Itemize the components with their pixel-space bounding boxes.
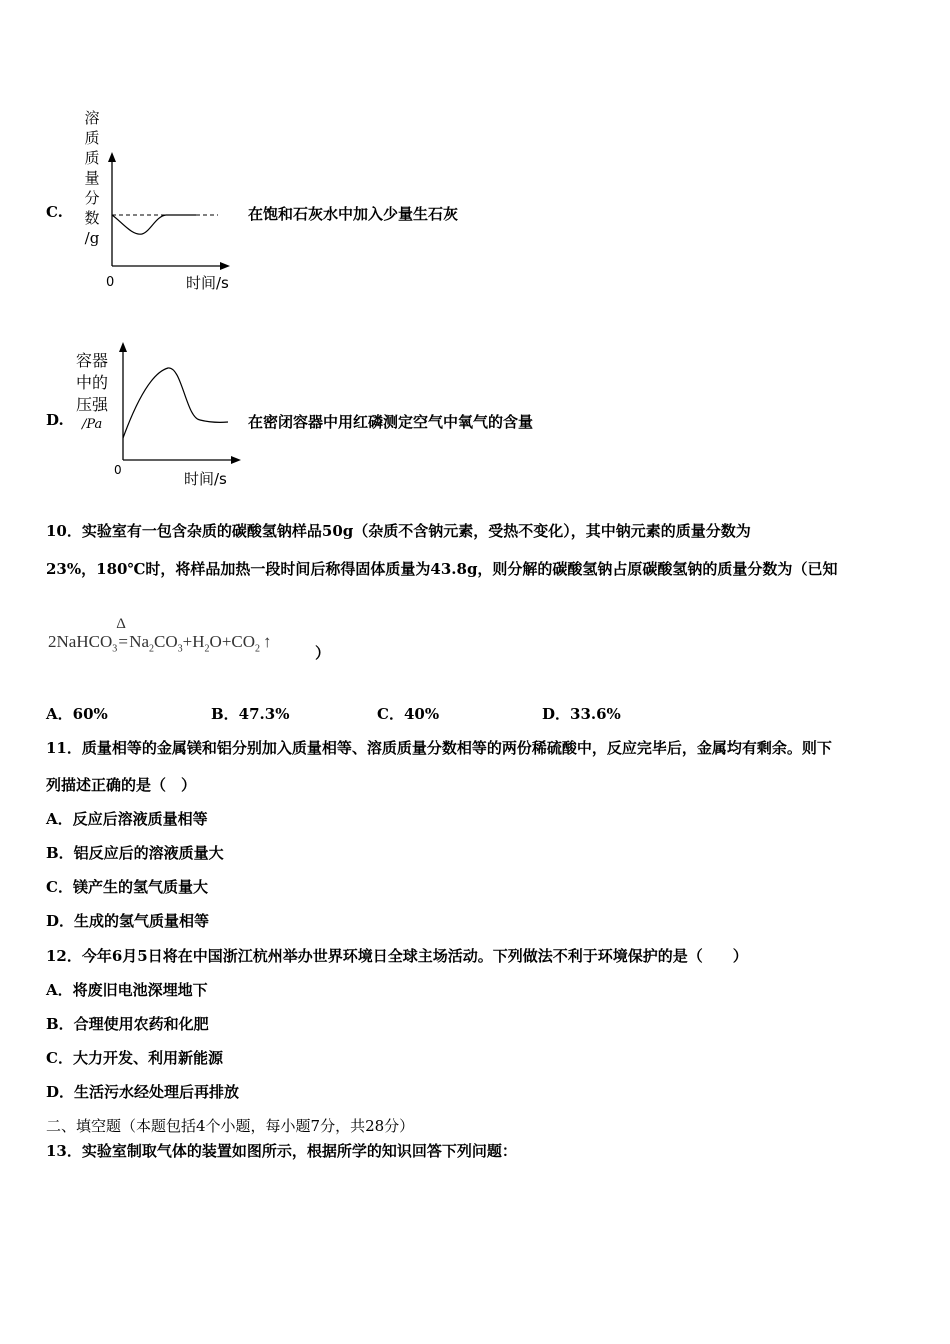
chart-d-xlabel: 时间/s bbox=[184, 470, 227, 488]
chart-d-y-arrow bbox=[119, 342, 127, 352]
chart-c-ylabel-char: 溶 bbox=[84, 109, 100, 127]
chart-c-curve bbox=[112, 215, 196, 234]
chart-c-ylabel-char: 质 bbox=[84, 129, 100, 147]
eq-sub: 2 bbox=[204, 643, 210, 655]
q10-line2: 23%，180℃时，将样品加热一段时间后称得固体质量为43.8g，则分解的碳酸氢钠占原碳酸氢钠的质量分数为（已知 bbox=[46, 560, 838, 578]
chart-d-x-arrow bbox=[231, 456, 241, 464]
eq-up-arrow: ↑ bbox=[263, 632, 272, 651]
chart-c-ylabel-char: 分 bbox=[84, 189, 100, 207]
chart-d-ylabel-line: 容器 bbox=[76, 351, 109, 370]
chart-d-graph bbox=[110, 338, 250, 490]
section-title: 二、填空题（本题包括4个小题，每小题7分，共28分） bbox=[46, 1117, 415, 1135]
q11-line1: 11．质量相等的金属镁和铝分别加入质量相等、溶质质量分数相等的两份稀硫酸中，反应完毕后，金属均有剩余。则下 bbox=[46, 739, 832, 757]
q11-line2: 列描述正确的是（ ） bbox=[46, 776, 197, 794]
chart-d-ylabel-line: 压强 bbox=[76, 395, 109, 414]
q10-option-c[interactable]: C．40% bbox=[377, 705, 440, 723]
eq-product-na: Na bbox=[129, 632, 150, 651]
q12-option-c[interactable]: C．大力开发、利用新能源 bbox=[46, 1049, 223, 1067]
q10-option-b[interactable]: B．47.3% bbox=[211, 705, 290, 723]
option-label-c: C. bbox=[46, 203, 63, 221]
chart-c-description: 在饱和石灰水中加入少量生石灰 bbox=[248, 205, 459, 223]
eq-reactant: 2NaHCO bbox=[48, 632, 113, 651]
q10-option-d[interactable]: D．33.6% bbox=[542, 705, 621, 723]
chart-d-origin: 0 bbox=[114, 463, 122, 477]
eq-sub: 3 bbox=[177, 643, 183, 655]
chart-c-ylabel-char: 量 bbox=[84, 169, 100, 187]
chart-d-ylabel-line: /Pa bbox=[82, 417, 103, 432]
q11-option-a[interactable]: A．反应后溶液质量相等 bbox=[46, 810, 208, 828]
q12-option-d[interactable]: D．生活污水经处理后再排放 bbox=[46, 1083, 240, 1101]
q12-line1: 12．今年6月5日将在中国浙江杭州举办世界环境日全球主场活动。下列做法不利于环境保护的是（ ） bbox=[46, 947, 748, 965]
eq-delta: Δ bbox=[116, 616, 126, 632]
chart-d-description: 在密闭容器中用红磷测定空气中氧气的含量 bbox=[248, 413, 534, 431]
chart-d-ylabel-line: 中的 bbox=[76, 373, 109, 392]
chart-c-graph bbox=[104, 150, 244, 296]
eq-sub: 2 bbox=[255, 643, 261, 655]
q12-option-a[interactable]: A．将废旧电池深埋地下 bbox=[46, 981, 208, 999]
eq-heat-sign: Δ = bbox=[116, 616, 129, 651]
q10-line1: 10．实验室有一包含杂质的碳酸氢钠样品50g（杂质不含钠元素，受热不变化），其中钠元素的质量分数为 bbox=[46, 522, 751, 540]
q11-option-b[interactable]: B．铝反应后的溶液质量大 bbox=[46, 844, 224, 862]
eq-product-co2: O+CO bbox=[209, 632, 256, 651]
chart-c-y-arrow bbox=[108, 152, 116, 162]
q12-option-b[interactable]: B．合理使用农药和化肥 bbox=[46, 1015, 209, 1033]
chart-c-ylabel-char: 质 bbox=[84, 149, 100, 167]
eq-sub: 2 bbox=[149, 643, 155, 655]
q11-option-d[interactable]: D．生成的氢气质量相等 bbox=[46, 912, 210, 930]
chart-c-x-arrow bbox=[220, 262, 230, 270]
option-label-d: D. bbox=[46, 411, 64, 429]
eq-product-co: CO bbox=[154, 632, 178, 651]
q10-equation-close: ） bbox=[315, 644, 331, 662]
q10-equation bbox=[48, 616, 272, 655]
chart-c-ylabel-char: 数 bbox=[84, 209, 100, 227]
chart-c-ylabel-char: /g bbox=[84, 229, 100, 247]
chart-c-origin: 0 bbox=[106, 275, 115, 290]
q10-option-a[interactable]: A．60% bbox=[46, 705, 108, 723]
eq-sub: 3 bbox=[112, 643, 118, 655]
chart-c-xlabel: 时间/s bbox=[186, 274, 229, 292]
chart-d-curve bbox=[123, 368, 228, 438]
q13-line1: 13．实验室制取气体的装置如图所示，根据所学的知识回答下列问题： bbox=[46, 1142, 517, 1160]
q11-option-c[interactable]: C．镁产生的氢气质量大 bbox=[46, 878, 208, 896]
eq-product-h: +H bbox=[182, 632, 205, 651]
chart-c-ylabel bbox=[80, 108, 104, 248]
